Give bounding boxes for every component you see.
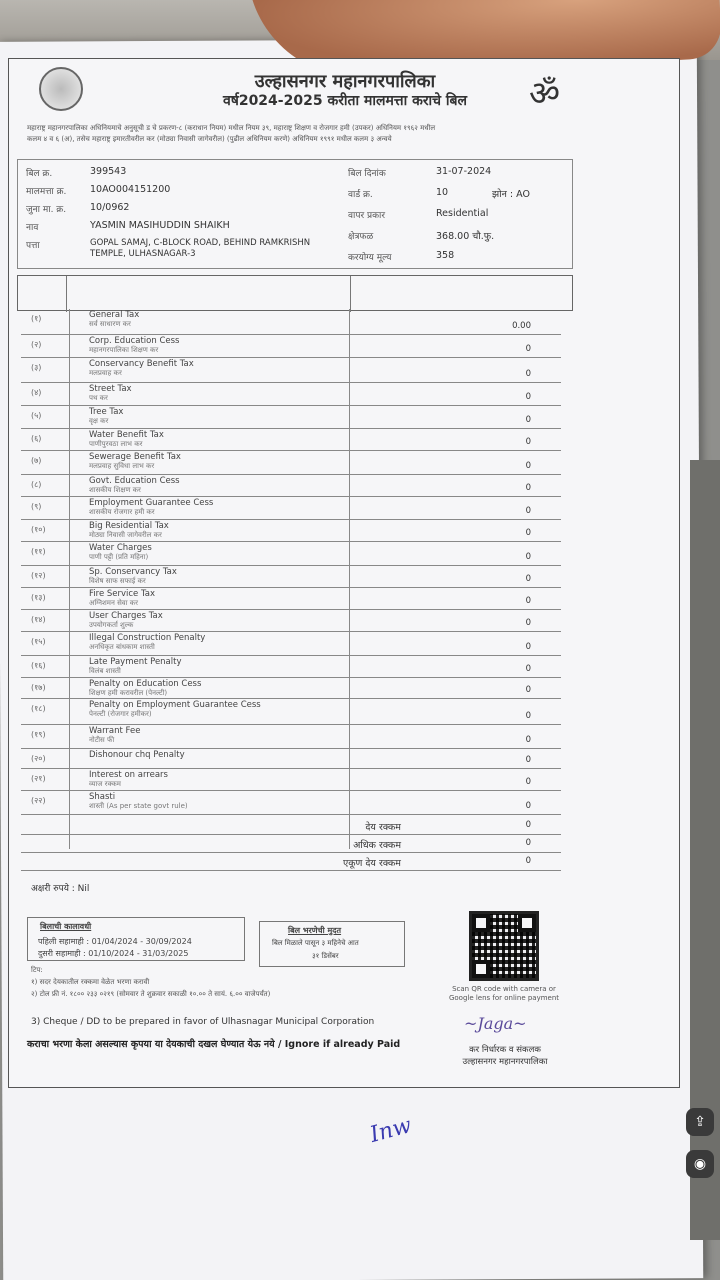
period-first: पहिली सहामाही : 01/04/2024 - 30/09/2024 (38, 937, 192, 946)
row-label (89, 477, 180, 495)
row-label-en: Penalty on Education Cess (89, 679, 202, 689)
row-label-mr: पाणी पट्टी (प्रति महिना) (89, 553, 149, 561)
area: 368.00 चौ.फु. (436, 231, 495, 242)
row-label (89, 337, 179, 355)
ward: 10 (436, 187, 449, 198)
row-label-en: User Charges Tax (89, 611, 163, 621)
qr-corner (518, 914, 536, 932)
table-row (21, 699, 561, 725)
row-amount: 0 (525, 392, 531, 402)
row-label-mr: मलप्रवाह सुविधा लाभ कर (89, 462, 155, 470)
authority-line-2: उल्हासनगर महानगरपालिका (462, 1057, 548, 1067)
row-number: (१९) (31, 730, 46, 739)
row-label (89, 634, 205, 652)
old-no-label: जुना मा. क्र. (26, 205, 67, 215)
act-reference (27, 123, 567, 145)
summary-value: 0 (525, 838, 531, 848)
bill-subtitle: वर्ष2024-2025 करीता मालमत्ता कराचे बिल (222, 93, 468, 109)
row-amount: 0 (525, 685, 531, 695)
row-label-en: Penalty on Employment Guarantee Cess (89, 700, 261, 710)
row-label-mr: पथ कर (89, 394, 108, 402)
row-label-mr: पाणीपुरवठा लाभ कर (89, 440, 143, 448)
row-amount: 0 (525, 664, 531, 674)
billing-period-box (27, 917, 245, 961)
row-number: (२१) (31, 774, 46, 783)
usage-label: वापर प्रकार (348, 211, 386, 221)
table-row (21, 520, 561, 542)
row-label-mr: शास्ती (As per state govt rule) (89, 802, 188, 810)
table-row (21, 632, 561, 656)
table-row (21, 358, 561, 383)
row-label-en: Water Benefit Tax (89, 430, 164, 440)
row-label (89, 544, 152, 562)
row-amount: 0 (525, 461, 531, 471)
row-label-mr: अग्निशमन सेवा कर (89, 599, 138, 607)
row-amount: 0 (525, 735, 531, 745)
row-label (89, 568, 177, 586)
row-label-en: Sewerage Benefit Tax (89, 452, 181, 462)
due-title: बिल भरणेची मुदत (288, 926, 342, 935)
row-label-en: Shasti (89, 792, 116, 802)
summary-label: एकूण देय रक्कम (342, 858, 401, 869)
share-icon[interactable]: ⇪ (686, 1108, 714, 1136)
usage: Residential (436, 208, 489, 219)
row-amount: 0 (525, 755, 531, 765)
summary-row (21, 835, 561, 853)
row-label-en: Water Charges (89, 543, 152, 553)
note-2: २) टोल फ्री नं. १८०० २३३ ०२१९ (सोमवार ते शुक्रवार सकाळी १०.०० ते सायं. ६.०० वाजेपर्यंत) (31, 990, 271, 998)
table-header (17, 275, 573, 311)
old-no: 10/0962 (90, 202, 130, 213)
row-amount: 0 (525, 552, 531, 562)
table-row (21, 588, 561, 610)
row-label-mr: शासकीय रोजगार हमी कर (89, 508, 155, 516)
row-label (89, 431, 164, 449)
row-amount: 0 (525, 506, 531, 516)
row-number: (१६) (31, 661, 46, 670)
row-number: (१) (31, 314, 42, 323)
row-label-en: Warrant Fee (89, 726, 141, 736)
row-label-en: Employment Guarantee Cess (89, 498, 214, 508)
row-label-en: Street Tax (89, 384, 132, 394)
row-label-mr: पेनल्टी (रोजगार हमीकर) (89, 710, 152, 718)
row-number: (५) (31, 411, 42, 420)
row-label-en: Tree Tax (89, 407, 124, 417)
row-number: (१३) (31, 593, 46, 602)
address-label: पत्ता (26, 241, 40, 251)
row-number: (४) (31, 388, 42, 397)
table-row (21, 429, 561, 451)
rateable-label: करयोग्य मूल्य (348, 253, 392, 263)
row-label (89, 311, 139, 329)
table-row (21, 791, 561, 815)
row-number: (९) (31, 502, 42, 511)
act-line-2: कलम ४ व ६ (अ), तसेच महाराष्ट्र इमारतीवरील कर (मोठ्या निवासी जागेवरील) (पुढील अधिनियम करणे) अधिनियम १९९१ मधील कलम ३ अन्वये (27, 135, 392, 143)
row-number: (१०) (31, 525, 46, 534)
row-label-mr: विशेष साफ सफाई कर (89, 577, 146, 585)
qr-instructions: Scan QR code with camera or Google lens for online payment (448, 985, 560, 1002)
row-amount: 0.00 (512, 321, 531, 331)
notes-head: टिप: (31, 966, 43, 974)
bill-no-label: बिल क्र. (26, 169, 53, 179)
bill-no: 399543 (90, 166, 127, 177)
row-label (89, 701, 261, 719)
amount-in-words: अक्षरी रुपये : Nil (31, 884, 90, 894)
row-number: (६) (31, 434, 42, 443)
payment-qr-code-icon[interactable] (469, 911, 539, 981)
row-label-en: Big Residential Tax (89, 521, 169, 531)
authority-line-1: कर निर्धारक व संकलक (469, 1045, 541, 1055)
table-row (21, 542, 561, 566)
row-label-mr: अनधिकृत बांधकाम शास्ती (89, 643, 155, 651)
bill-title: उल्हासनगर महानगरपालिका (254, 71, 436, 92)
row-label (89, 590, 155, 608)
divider (66, 276, 67, 312)
table-row (21, 769, 561, 791)
row-amount: 0 (525, 437, 531, 447)
row-number: (१५) (31, 637, 46, 646)
row-label-mr: मलप्रवाह कर (89, 369, 122, 377)
row-label (89, 680, 201, 698)
row-number: (३) (31, 363, 42, 372)
row-label (89, 612, 163, 630)
row-label (89, 771, 168, 789)
row-label-en: Conservancy Benefit Tax (89, 359, 194, 369)
table-row (21, 335, 561, 358)
row-amount: 0 (525, 344, 531, 354)
period-second: दुसरी सहामाही : 01/10/2024 - 31/03/2025 (38, 949, 189, 958)
row-amount: 0 (525, 596, 531, 606)
row-label-en: Govt. Education Cess (89, 476, 180, 486)
table-row (21, 383, 561, 406)
summary-row (21, 853, 561, 871)
owner-name: YASMIN MASIHUDDIN SHAIKH (90, 220, 230, 231)
due-line-1: बिल मिळाले पासून ३ महिनेचे आत (272, 939, 359, 947)
row-amount: 0 (525, 801, 531, 811)
row-label (89, 522, 169, 540)
qr-corner (472, 960, 490, 978)
signature: ~Jaga~ (464, 1014, 527, 1033)
summary-value: 0 (525, 820, 531, 830)
row-label-mr: उपयोगकर्ता शुल्क (89, 621, 134, 629)
row-label-mr: शासकीय शिक्षण कर (89, 486, 141, 494)
row-number: (७) (31, 456, 42, 465)
row-number: (११) (31, 547, 46, 556)
row-amount: 0 (525, 369, 531, 379)
bill-date: 31-07-2024 (436, 166, 492, 177)
row-label-en: Dishonour chq Penalty (89, 750, 185, 760)
table-row (21, 610, 561, 632)
rateable-value: 358 (436, 250, 455, 261)
row-label-en: Fire Service Tax (89, 589, 156, 599)
zone: झोन : AO (492, 189, 530, 200)
area-label: क्षेत्रफळ (348, 232, 374, 242)
row-label-mr: सर्व साधारण कर (89, 320, 131, 328)
row-label-mr: मोठ्या निवासी जागेवरील कर (89, 531, 162, 539)
ignore-if-paid: कराचा भरणा केला असल्यास कृपया या देयकाची दखल घेण्यात येऊ नये / Ignore if already Paid (27, 1039, 401, 1050)
authority-block (445, 1044, 565, 1068)
row-label (89, 793, 188, 811)
row-label-mr: नोटीस फी (89, 736, 115, 744)
tax-bill (8, 58, 680, 1088)
table-row (21, 451, 561, 475)
note-1: १) सदर देयकातील रक्कमा वेळेत भरणा करावी (31, 978, 150, 986)
table-row (21, 678, 561, 699)
row-label-mr: महानगरपालिका शिक्षण कर (89, 346, 159, 354)
row-label-mr: व्याज रक्कम (89, 780, 121, 788)
row-amount: 0 (525, 528, 531, 538)
row-amount: 0 (525, 642, 531, 652)
row-label-en: Illegal Construction Penalty (89, 633, 206, 643)
table-row (21, 566, 561, 588)
row-label (89, 658, 182, 676)
table-row (21, 406, 561, 429)
table-row (21, 725, 561, 749)
divider (350, 276, 351, 312)
row-label-en: Interest on arrears (89, 770, 168, 780)
summary-row (21, 817, 561, 835)
row-number: (१७) (31, 683, 46, 692)
row-label-en: General Tax (89, 310, 140, 320)
row-amount: 0 (525, 618, 531, 628)
row-label (89, 385, 132, 403)
act-line-1: महाराष्ट्र महानगरपालिका अधिनियमाचे अनुसूची ड चे प्रकरण-८ (कराधान नियम) मधील नियम ३९, महाराष्ट्र शिक्षण व रोजगार हमी (उपकर) अधिनियम १९६२ मधील (27, 124, 436, 132)
row-number: (२०) (31, 754, 46, 763)
row-label (89, 499, 213, 517)
handwritten-initials: Inw (367, 1113, 415, 1148)
row-number: (१२) (31, 571, 46, 580)
due-line-2: ३१ डिसेंबर (312, 952, 339, 960)
period-title: बिलाची कालावधी (40, 922, 92, 931)
row-label (89, 453, 181, 471)
info-box (17, 159, 573, 269)
ward-label: वार्ड क्र. (348, 190, 373, 200)
row-label-en: Late Payment Penalty (89, 657, 182, 667)
table-row (21, 497, 561, 520)
row-amount: 0 (525, 483, 531, 493)
property-no-label: मालमत्ता क्र. (26, 187, 67, 197)
bill-date-label: बिल दिनांक (348, 169, 386, 179)
table-row (21, 656, 561, 678)
row-label (89, 408, 123, 426)
row-number: (१४) (31, 615, 46, 624)
emblem-icon: ॐ (529, 74, 561, 114)
row-label (89, 727, 140, 745)
table-row (21, 309, 561, 335)
table-row (21, 749, 561, 769)
notes (31, 964, 431, 1000)
table-row (21, 475, 561, 497)
due-date-box (259, 921, 405, 967)
row-label-en: Sp. Conservancy Tax (89, 567, 177, 577)
summary-label: देय रक्कम (365, 822, 401, 833)
note-3: 3) Cheque / DD to be prepared in favor of Ulhasnagar Municipal Corporation (31, 1017, 375, 1027)
row-label-mr: शिक्षण हमी करावरील (पेनल्टी) (89, 689, 168, 697)
row-number: (१८) (31, 704, 46, 713)
address-line-2: TEMPLE, ULHASNAGAR-3 (90, 249, 196, 259)
summary-value: 0 (525, 856, 531, 866)
row-label-mr: विलंब शास्ती (89, 667, 121, 675)
row-amount: 0 (525, 574, 531, 584)
address-line-1: GOPAL SAMAJ, C-BLOCK ROAD, BEHIND RAMKRISHN (90, 238, 311, 248)
lens-icon[interactable]: ◉ (686, 1150, 714, 1178)
row-label (89, 751, 185, 760)
summary-label: अधिक रक्कम (353, 840, 401, 851)
row-label-en: Corp. Education Cess (89, 336, 180, 346)
row-amount: 0 (525, 415, 531, 425)
name-label: नाव (26, 223, 39, 233)
qr-corner (472, 914, 490, 932)
row-number: (२२) (31, 796, 46, 805)
row-number: (२) (31, 340, 42, 349)
row-label-mr: वृक्ष कर (89, 417, 109, 425)
row-amount: 0 (525, 777, 531, 787)
row-number: (८) (31, 480, 42, 489)
row-label (89, 360, 194, 378)
row-amount: 0 (525, 711, 531, 721)
property-no: 10AO004151200 (90, 184, 171, 195)
